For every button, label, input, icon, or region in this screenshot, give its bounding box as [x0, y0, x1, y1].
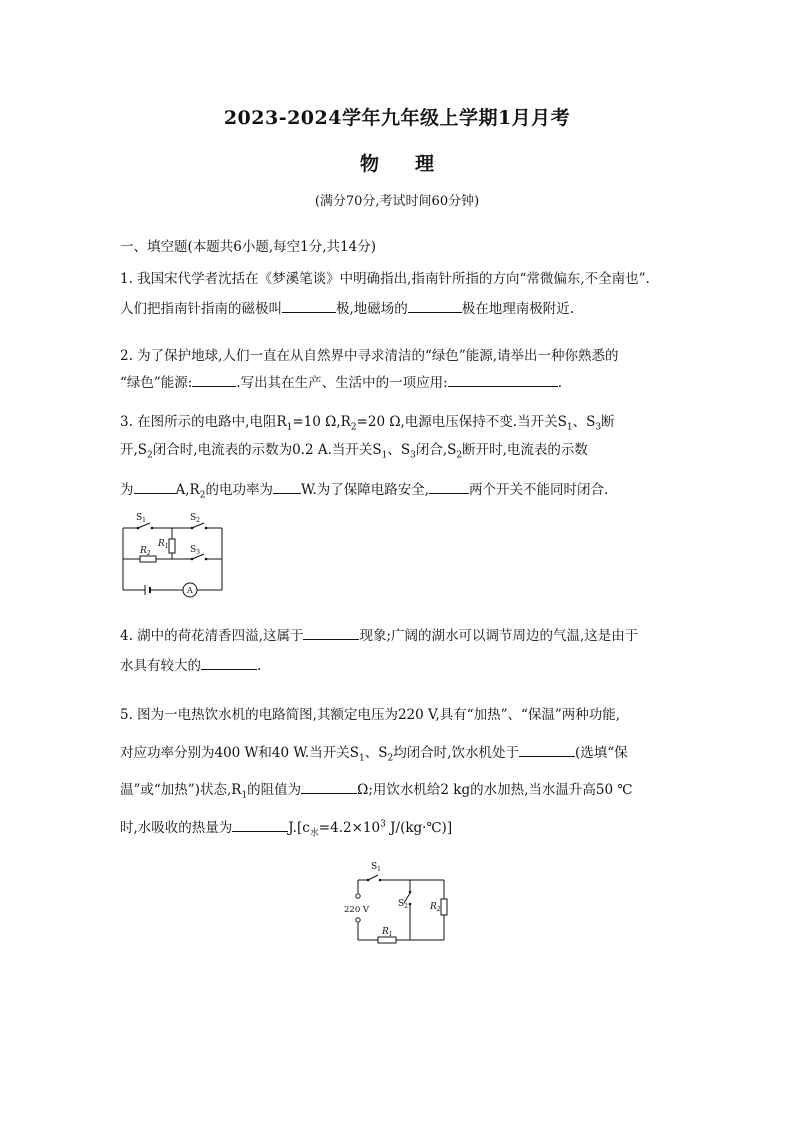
q3-l2-b: 闭合时,电流表的示数为0.2 A.当开关S: [152, 442, 382, 458]
q5-circuit-diagram: [338, 856, 456, 948]
q1-text-a: 人们把指南针指南的磁极叫: [120, 301, 282, 317]
q3-l3-b: A,R: [175, 482, 200, 498]
q3-line-2: [120, 438, 588, 461]
q4-l1-a: 4. 湖中的荷花清香四溢,这属于: [120, 628, 304, 644]
q3-l1-sub3: 1: [566, 422, 573, 433]
q3-l1-sub4: 3: [595, 422, 602, 433]
q4-line-2: [120, 654, 261, 674]
q3-blank-3[interactable]: [429, 480, 469, 494]
fig5-label-r2: $R_2$: [430, 902, 441, 913]
section-heading: 一、填空题(本题共6小题,每空1分,共14分): [120, 239, 376, 255]
subject-char-1: 物: [359, 153, 379, 175]
subject-char-2: 理: [415, 153, 435, 175]
q3-l1-e: 断: [601, 414, 615, 430]
q5-blank-1[interactable]: [519, 743, 575, 757]
fig3-label-s2: $S_2$: [190, 513, 200, 524]
terminal-top: [356, 894, 360, 898]
q5-line-4: [120, 816, 452, 839]
q3-l2-sub1: 2: [147, 450, 153, 461]
q3-l1-sub2: 2: [350, 422, 357, 433]
q5-l3-a: 温”或“加热”)状态,R: [120, 782, 242, 798]
q3-line-1: [120, 410, 615, 433]
q3-l2-e: 断开时,电流表的示数: [462, 442, 588, 458]
q5-l3-c: Ω;用饮水机给2 kg的水加热,当水温升高50 ℃: [357, 782, 633, 798]
q4-blank-2[interactable]: [201, 656, 257, 670]
q3-l3-sub1: 2: [199, 490, 206, 501]
q5-l2-sub2: 2: [387, 753, 394, 764]
q2-blank-1[interactable]: [192, 373, 236, 387]
q3-l3-d: W.为了保障电路安全,: [300, 482, 430, 498]
q5-l4-c: =4.2×10: [318, 820, 381, 836]
fig5-label-r1: $R_1$: [382, 927, 393, 938]
q5-l2-c: 均闭合时,饮水机处于: [393, 745, 519, 761]
q5-l4-a: 时,水吸收的热量为: [120, 820, 233, 836]
q2-line-1: 2. 为了保护地球,人们一直在从自然界中寻求清洁的“绿色”能源,请举出一种你熟悉的: [120, 348, 619, 364]
q5-l3-b: 的阻值为: [247, 782, 302, 798]
q5-l2-d: (选填“保: [574, 745, 628, 761]
q1-text-b: 极,地磁场的: [336, 301, 408, 317]
fig3-label-ammeter: A: [187, 586, 193, 595]
q4-l1-b: 现象;广阔的湖水可以调节周边的气温,这是由于: [359, 628, 639, 644]
q3-l3-e: 两个开关不能同时闭合.: [469, 482, 609, 498]
q2-text-b: .写出其在生产、生活中的一项应用:: [236, 375, 448, 391]
q1-blank-1[interactable]: [282, 299, 336, 313]
q3-l2-c: 、S: [387, 442, 411, 458]
q4-blank-1[interactable]: [303, 626, 359, 640]
q3-l2-d: 闭合,S: [415, 442, 457, 458]
fig5-label-voltage: 220 V: [344, 905, 370, 915]
q2-blank-2[interactable]: [448, 373, 558, 387]
q1-blank-2[interactable]: [408, 299, 462, 313]
q4-l2-a: 水具有较大的: [120, 658, 201, 674]
q5-l4-sup: 3: [380, 819, 386, 830]
q2-text-c: .: [557, 375, 562, 391]
q3-line-3: [120, 478, 608, 501]
q5-blank-3[interactable]: [232, 818, 288, 832]
fig3-label-r1: $R_1$: [158, 539, 169, 550]
q1-line-1: 1. 我国宋代学者沈括在《梦溪笔谈》中明确指出,指南针所指的方向“常微偏东,不全南也”.: [120, 271, 650, 287]
q4-line-1: [120, 624, 638, 644]
q5-l2-sub1: 1: [358, 753, 365, 764]
q3-circuit-diagram: [118, 508, 230, 600]
q5-line-1: 5. 图为一电热饮水机的电路简图,其额定电压为220 V,具有“加热”、“保温”两种功能,: [120, 707, 621, 723]
q3-blank-2[interactable]: [273, 480, 301, 494]
q2-text-a: “绿色”能源:: [120, 375, 193, 391]
q3-l1-sub1: 1: [286, 422, 293, 433]
fig3-label-r2: $R_2$: [140, 546, 151, 557]
q1-text-c: 极在地理南极附近.: [461, 301, 575, 317]
q3-l1-b: =10 Ω,R: [292, 414, 351, 430]
q3-l2-sub3: 3: [410, 450, 416, 461]
q5-l3-sub1: 1: [241, 790, 248, 801]
q5-blank-2[interactable]: [301, 780, 357, 794]
q3-l2-sub2: 1: [381, 450, 388, 461]
fig5-label-s1: $S_1$: [371, 862, 381, 873]
q2-line-2: [120, 371, 562, 391]
q5-l4-b: J.[c: [288, 820, 310, 836]
q3-l3-c: 的电功率为: [205, 482, 273, 498]
q5-line-2: [120, 741, 628, 764]
q5-l2-a: 对应功率分别为400 W和40 W.当开关S: [120, 745, 359, 761]
q4-l2-b: .: [257, 658, 262, 674]
exam-title: 2023-2024学年九年级上学期1月月考: [223, 107, 571, 129]
q5-l2-b: 、S: [364, 745, 388, 761]
q5-l4-sub: 水: [309, 828, 319, 839]
q3-l1-a: 3. 在图所示的电路中,电阻R: [120, 414, 287, 430]
terminal-bottom: [356, 918, 360, 922]
fig5-label-s2: $S_2$: [398, 899, 408, 910]
q5-line-3: [120, 778, 632, 801]
subject-title: [0, 149, 794, 176]
q3-blank-1[interactable]: [134, 480, 176, 494]
fig3-label-s3: $S_3$: [190, 545, 200, 556]
exam-note: (满分70分,考试时间60分钟): [314, 194, 480, 209]
q3-l3-a: 为: [120, 482, 134, 498]
q3-l1-d: 、S: [572, 414, 596, 430]
q3-l1-c: =20 Ω,电源电压保持不变.当开关S: [356, 414, 567, 430]
q3-l2-sub4: 2: [456, 450, 463, 461]
fig3-label-s1: $S_1$: [136, 513, 146, 524]
q1-line-2: [120, 297, 574, 317]
q3-l2-a: 开,S: [120, 442, 148, 458]
q5-l4-d: J/(kg·℃)]: [385, 820, 453, 836]
